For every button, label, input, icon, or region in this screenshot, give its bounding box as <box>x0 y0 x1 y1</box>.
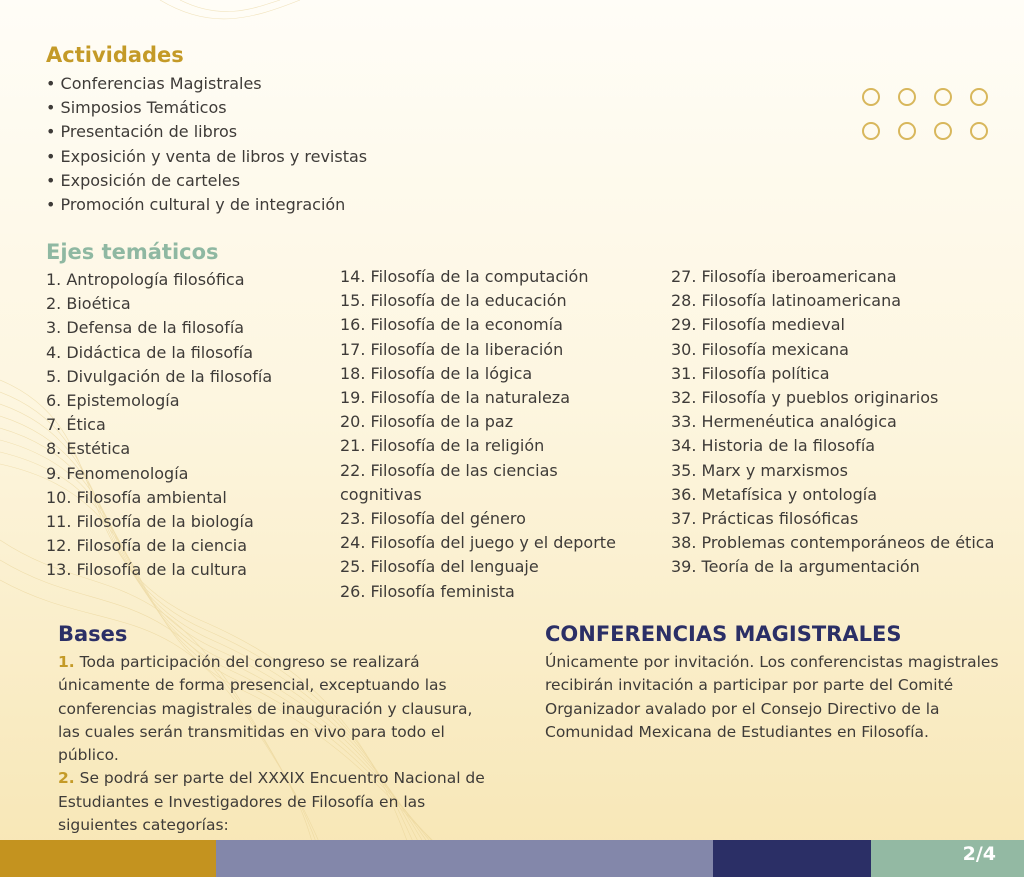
list-item: 25. Filosofía del lenguaje <box>340 557 539 577</box>
list-item: 39. Teoría de la argumentación <box>671 557 920 577</box>
list-item: 24. Filosofía del juego y el deporte <box>340 533 616 553</box>
list-item: 37. Prácticas filosóficas <box>671 509 859 529</box>
footer-segment <box>0 840 216 877</box>
ejes-column-1 <box>46 268 326 583</box>
bases-item-2 <box>58 767 498 837</box>
list-item: 20. Filosofía de la paz <box>340 412 514 432</box>
list-item: 16. Filosofía de la economía <box>340 315 563 335</box>
list-item: 32. Filosofía y pueblos originarios <box>671 388 939 408</box>
bases-paragraph <box>58 651 498 837</box>
list-item: 36. Metafísica y ontología <box>671 484 877 504</box>
list-item: 23. Filosofía del género <box>340 509 526 529</box>
list-item: 1. Antropología filosófica <box>46 270 245 289</box>
item-text: Toda participación del congreso se realizará únicamente de forma presencial, exceptuando las conferencias magistrales de inauguración y clausura, las cuales serán transmitidas en vivo para todo el público. <box>58 653 473 765</box>
footer-segment <box>713 840 871 877</box>
list-item: 12. Filosofía de la ciencia <box>46 536 248 556</box>
ejes-heading: Ejes temáticos <box>46 240 219 264</box>
ejes-column-3 <box>671 265 1011 580</box>
list-item: 38. Problemas contemporáneos de ética <box>671 533 995 553</box>
list-item: 21. Filosofía de la religión <box>340 436 545 456</box>
list-item: 3. Defensa de la filosofía <box>46 318 245 338</box>
list-item: • Presentación de libros <box>46 120 367 144</box>
list-item: • Simposios Temáticos <box>46 96 367 120</box>
list-item: 15. Filosofía de la educación <box>340 291 567 311</box>
list-item: 17. Filosofía de la liberación <box>340 339 564 359</box>
decorative-circles <box>862 88 992 144</box>
list-item: 11. Filosofía de la biología <box>46 512 254 532</box>
bases-item-1 <box>58 651 498 767</box>
list-item: 35. Marx y marxismos <box>671 460 848 480</box>
list-item: 29. Filosofía medieval <box>671 315 845 335</box>
ejes-column-2 <box>340 265 640 604</box>
circle-icon <box>898 122 916 140</box>
list-item: 19. Filosofía de la naturaleza <box>340 388 570 408</box>
item-number: 1. <box>58 653 75 671</box>
list-item: 10. Filosofía ambiental <box>46 487 227 507</box>
footer-color-bar <box>0 840 1024 877</box>
list-item: 33. Hermenéutica analógica <box>671 412 897 432</box>
list-item: 31. Filosofía política <box>671 363 830 383</box>
list-item: 28. Filosofía latinoamericana <box>671 291 902 311</box>
footer-segment <box>216 840 713 877</box>
list-item: 9. Fenomenología <box>46 463 189 483</box>
circle-icon <box>970 88 988 106</box>
list-item: • Exposición y venta de libros y revistas <box>46 145 367 169</box>
bases-heading: Bases <box>58 622 128 646</box>
circle-icon <box>934 88 952 106</box>
list-item: 7. Ética <box>46 415 106 435</box>
list-item: • Exposición de carteles <box>46 169 367 193</box>
list-item: 26. Filosofía feminista <box>340 581 515 601</box>
list-item: 22. Filosofía de las ciencias cognitivas <box>340 460 558 504</box>
list-item: 34. Historia de la filosofía <box>671 436 876 456</box>
circle-icon <box>898 88 916 106</box>
list-item: 6. Epistemología <box>46 391 180 411</box>
list-item: 27. Filosofía iberoamericana <box>671 267 897 286</box>
item-number: 2. <box>58 769 75 788</box>
circle-icon <box>934 122 952 140</box>
list-item: 2. Bioética <box>46 294 131 314</box>
item-text: Se podrá ser parte del XXXIX Encuentro Nacional de Estudiantes e Investigadores de Filosofía en las siguientes categorías: <box>58 769 485 835</box>
list-item: • Promoción cultural y de integración <box>46 193 367 217</box>
list-item: 4. Didáctica de la filosofía <box>46 342 254 362</box>
list-item: • Conferencias Magistrales <box>46 72 367 96</box>
circle-icon <box>862 88 880 106</box>
list-item: 8. Estética <box>46 439 131 459</box>
actividades-heading: Actividades <box>46 43 184 67</box>
circle-icon <box>970 122 988 140</box>
list-item: 14. Filosofía de la computación <box>340 267 589 286</box>
list-item: 30. Filosofía mexicana <box>671 339 849 359</box>
footer-segment <box>871 840 1024 877</box>
conferencias-heading: CONFERENCIAS MAGISTRALES <box>545 622 902 646</box>
circle-icon <box>862 122 880 140</box>
list-item: 18. Filosofía de la lógica <box>340 363 533 383</box>
conferencias-paragraph: Únicamente por invitación. Los conferencistas magistrales recibirán invitación a participar por parte del Comité Organizador avalado por el Consejo Directivo de la Comunidad Mexicana de Estudiantes en Filosofía. <box>545 653 999 741</box>
page-number: 2/4 <box>962 843 996 865</box>
list-item: 5. Divulgación de la filosofía <box>46 366 273 386</box>
list-item: 13. Filosofía de la cultura <box>46 560 247 580</box>
actividades-list <box>46 72 367 217</box>
